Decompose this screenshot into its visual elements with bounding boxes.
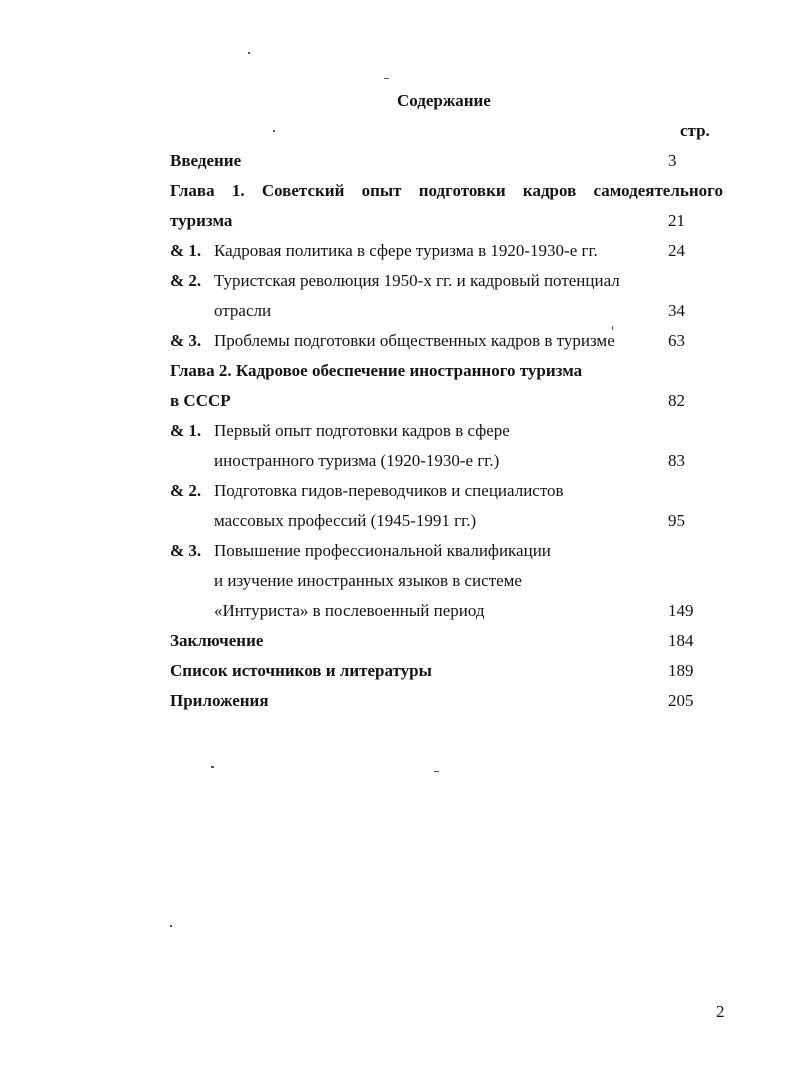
toc-section-title: Подготовка гидов-переводчиков и специалистов (214, 481, 564, 500)
toc-section-number: & 2. (170, 271, 202, 290)
toc-appendix-page: 205 (668, 691, 694, 710)
toc-chapter1-page: 21 (668, 211, 685, 230)
heading-word: самодеятельного (593, 181, 723, 200)
toc-sources-label: Список источников и литературы (170, 661, 432, 680)
toc-section-number: & 2. (170, 481, 202, 500)
heading-word: опыт (361, 181, 402, 200)
toc-section-page: 95 (668, 511, 685, 530)
toc-section-number: & 3. (170, 541, 202, 560)
toc-conclusion-label: Заключение (170, 631, 264, 650)
toc-section-title-cont: иностранного туризма (1920-1930-е гг.) (214, 451, 500, 470)
toc-section-page: 34 (668, 301, 685, 320)
toc-section-title: Кадровая политика в сфере туризма в 1920-1930-е гг. (214, 241, 598, 260)
heading-word: Глава (170, 181, 215, 200)
toc-section-title: Первый опыт подготовки кадров в сфере (214, 421, 510, 440)
toc-section-title: Повышение профессиональной квалификации (214, 541, 551, 560)
toc-section-title: Туристская революция 1950-х гг. и кадровый потенциал (214, 271, 620, 290)
page-column-label: стр. (680, 121, 710, 140)
toc-section-title-cont: и изучение иностранных языков в системе (214, 571, 522, 590)
toc-section-title-cont: «Интуриста» в послевоенный период (214, 601, 485, 620)
toc-section-title-cont: отрасли (214, 301, 272, 320)
toc-intro-page: 3 (668, 151, 677, 170)
scan-speck (434, 771, 439, 772)
toc-appendix-label: Приложения (170, 691, 269, 710)
scan-speck (170, 925, 172, 927)
toc-section-number: & 1. (170, 241, 202, 260)
toc-section-page: 149 (668, 601, 694, 620)
heading-word: кадров (522, 181, 577, 200)
toc-section-page: 24 (668, 241, 685, 260)
toc-intro-label: Введение (170, 151, 242, 170)
toc-chapter2-heading: Глава 2. Кадровое обеспечение иностранного туризма (170, 361, 583, 380)
toc-sources-page: 189 (668, 661, 694, 680)
toc-chapter2-page: 82 (668, 391, 685, 410)
toc-conclusion-page: 184 (668, 631, 694, 650)
heading-word: 1. (231, 181, 245, 200)
toc-chapter1-heading-cont: туризма (170, 211, 233, 230)
toc-chapter1-heading (170, 181, 723, 201)
toc-section-title: Проблемы подготовки общественных кадров в туризме (214, 331, 615, 350)
toc-title: Содержание (397, 91, 491, 110)
heading-word: подготовки (418, 181, 506, 200)
toc-section-page: 83 (668, 451, 685, 470)
toc-section-title-cont: массовых профессий (1945-1991 гг.) (214, 511, 477, 530)
toc-section-number: & 3. (170, 331, 202, 350)
toc-section-page: 63 (668, 331, 685, 350)
toc-section-number: & 1. (170, 421, 202, 440)
page-number: 2 (716, 1002, 725, 1021)
scan-speck (273, 130, 275, 132)
scan-speck (248, 52, 250, 54)
heading-word: Советский (261, 181, 345, 200)
toc-chapter2-heading-cont: в СССР (170, 391, 231, 410)
scan-speck (384, 78, 389, 79)
scan-speck (211, 766, 214, 768)
scan-speck (612, 326, 613, 330)
